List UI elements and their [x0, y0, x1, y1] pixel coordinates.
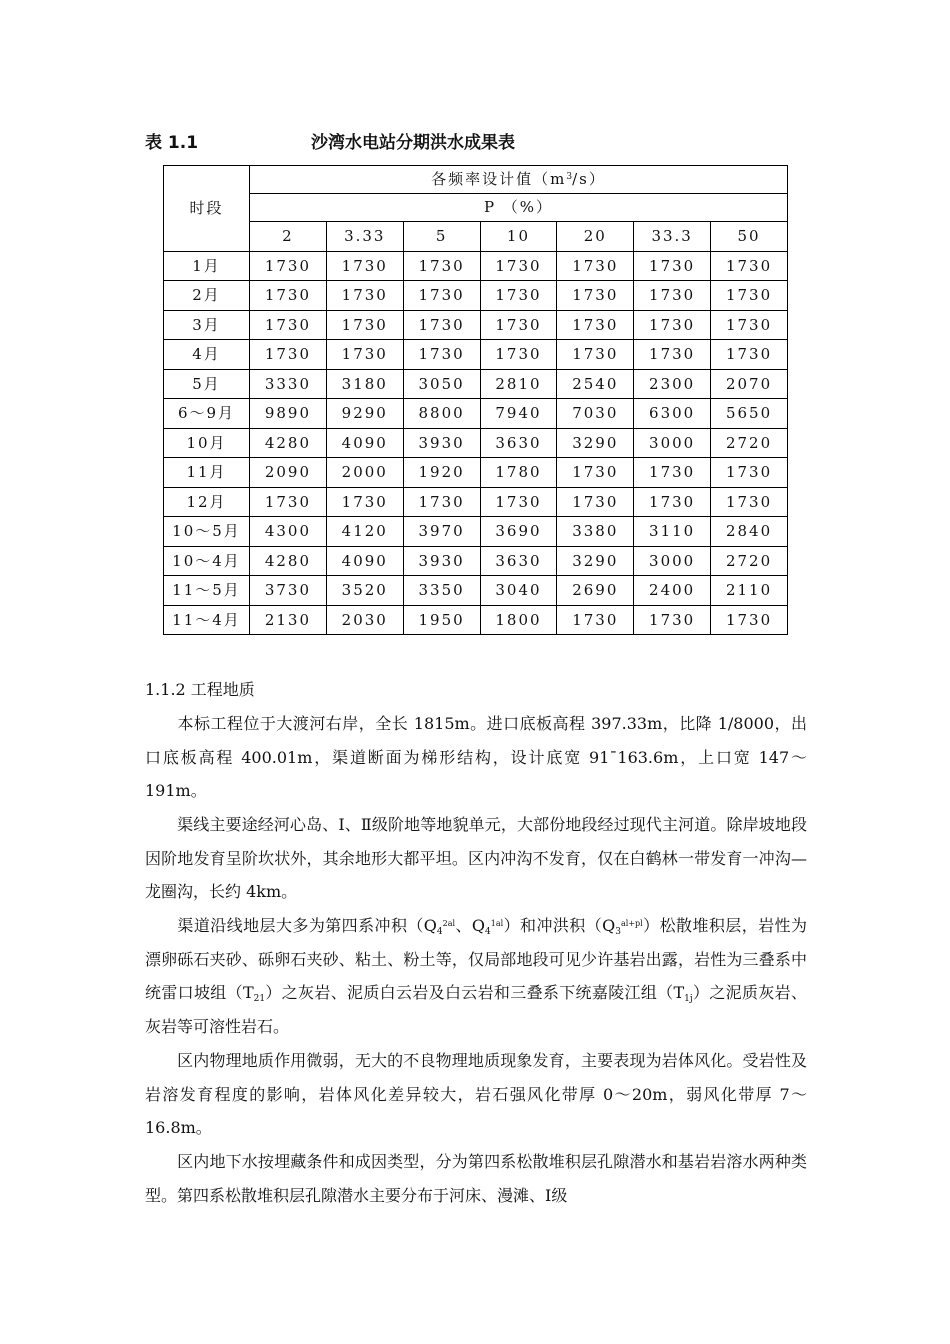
value-cell: 1730 — [711, 605, 788, 635]
value-cell: 1730 — [634, 251, 711, 281]
paragraph-groundwater: 区内地下水按埋藏条件和成因类型，分为第四系松散堆积层孔隙潜水和基岩岩溶水两种类型。第四系松散堆积层孔隙潜水主要分布于河床、漫滩、Ⅰ级 — [145, 1152, 807, 1205]
value-cell: 4300 — [250, 517, 327, 547]
value-cell: 1730 — [634, 340, 711, 370]
value-cell: 1730 — [250, 281, 327, 311]
table-row — [164, 605, 788, 635]
table-caption — [145, 128, 805, 152]
value-cell: 1730 — [711, 458, 788, 488]
table-row — [164, 517, 788, 547]
value-cell: 3290 — [557, 546, 634, 576]
value-cell: 3730 — [250, 576, 327, 606]
value-cell: 4090 — [326, 546, 403, 576]
value-cell: 2110 — [711, 576, 788, 606]
period-cell: 6～9月 — [164, 399, 250, 429]
value-cell: 1730 — [711, 310, 788, 340]
value-cell: 1730 — [557, 605, 634, 635]
value-cell: 1730 — [557, 251, 634, 281]
frequency-cell: 20 — [557, 222, 634, 252]
value-cell: 3630 — [480, 428, 557, 458]
value-cell: 4120 — [326, 517, 403, 547]
value-cell: 1730 — [711, 251, 788, 281]
value-cell: 3050 — [403, 369, 480, 399]
value-cell: 1730 — [403, 310, 480, 340]
value-cell: 1730 — [557, 281, 634, 311]
table-row — [164, 546, 788, 576]
value-cell: 1730 — [326, 487, 403, 517]
table-title: 沙湾水电站分期洪水成果表 — [311, 133, 515, 153]
value-cell: 3040 — [480, 576, 557, 606]
design-value-header: 各频率设计值$(m^3/s)$ — [250, 166, 788, 194]
value-cell: 1730 — [326, 340, 403, 370]
header-row-frequency-values — [164, 222, 788, 252]
value-cell: 2540 — [557, 369, 634, 399]
paragraph-project-location: 本标工程位于大渡河右岸，全长 1815m。进口底板高程 397.33m，比降 1/8000，出口底板高程 400.01m，渠道断面为梯形结构，设计底宽 91¯163.6m，上口宽 147～191m。 — [145, 714, 807, 800]
value-cell: 4090 — [326, 428, 403, 458]
value-cell: 1730 — [557, 458, 634, 488]
value-cell: 1730 — [403, 281, 480, 311]
period-cell: 11～5月 — [164, 576, 250, 606]
table-row — [164, 369, 788, 399]
value-cell: 8800 — [403, 399, 480, 429]
value-cell: 9290 — [326, 399, 403, 429]
value-cell: 1950 — [403, 605, 480, 635]
value-cell: 5650 — [711, 399, 788, 429]
value-cell: 2720 — [711, 428, 788, 458]
value-cell: 2130 — [250, 605, 327, 635]
value-cell: 2840 — [711, 517, 788, 547]
value-cell: 2030 — [326, 605, 403, 635]
value-cell: 1780 — [480, 458, 557, 488]
value-cell: 1730 — [250, 310, 327, 340]
frequency-cell: 50 — [711, 222, 788, 252]
paragraph-weathering: 区内物理地质作用微弱，无大的不良物理地质现象发育，主要表现为岩体风化。受岩性及岩溶发育程度的影响，岩体风化差异较大，岩石强风化带厚 0～20m，弱风化带厚 7～16.8m。 — [145, 1051, 807, 1137]
value-cell: 1730 — [403, 251, 480, 281]
value-cell: 9890 — [250, 399, 327, 429]
table-row — [164, 576, 788, 606]
value-cell: 2000 — [326, 458, 403, 488]
value-cell: 1920 — [403, 458, 480, 488]
value-cell: 1730 — [634, 458, 711, 488]
value-cell: 1730 — [250, 487, 327, 517]
period-cell: 1月 — [164, 251, 250, 281]
value-cell: 1730 — [403, 340, 480, 370]
value-cell: 3930 — [403, 428, 480, 458]
value-cell: 1730 — [480, 281, 557, 311]
period-cell: 10～5月 — [164, 517, 250, 547]
frequency-cell: 10 — [480, 222, 557, 252]
value-cell: 7030 — [557, 399, 634, 429]
value-cell: 3000 — [634, 546, 711, 576]
value-cell: 1730 — [634, 281, 711, 311]
value-cell: 1730 — [634, 310, 711, 340]
table-number: 表 1.1 — [145, 133, 199, 153]
period-cell: 3月 — [164, 310, 250, 340]
value-cell: 2300 — [634, 369, 711, 399]
value-cell: 2810 — [480, 369, 557, 399]
frequency-cell: 5 — [403, 222, 480, 252]
frequency-cell: 33.3 — [634, 222, 711, 252]
value-cell: 1730 — [480, 251, 557, 281]
period-cell: 12月 — [164, 487, 250, 517]
table-row — [164, 399, 788, 429]
value-cell: 3330 — [250, 369, 327, 399]
value-cell: 3630 — [480, 546, 557, 576]
value-cell: 2400 — [634, 576, 711, 606]
value-cell: 1730 — [557, 310, 634, 340]
value-cell: 3520 — [326, 576, 403, 606]
header-row-design-value — [164, 166, 788, 194]
value-cell: 2090 — [250, 458, 327, 488]
value-cell: 2690 — [557, 576, 634, 606]
value-cell: 1730 — [326, 281, 403, 311]
period-header: 时段 — [164, 166, 250, 252]
table-row — [164, 340, 788, 370]
value-cell: 3690 — [480, 517, 557, 547]
period-cell: 2月 — [164, 281, 250, 311]
section-heading: 1.1.2 工程地质 — [145, 680, 255, 699]
frequency-cell: 2 — [250, 222, 327, 252]
table-row — [164, 310, 788, 340]
value-cell: 3000 — [634, 428, 711, 458]
period-cell: 10～4月 — [164, 546, 250, 576]
value-cell: 1800 — [480, 605, 557, 635]
header-row-frequency — [164, 194, 788, 222]
value-cell: 4280 — [250, 546, 327, 576]
value-cell: 3350 — [403, 576, 480, 606]
table-row — [164, 281, 788, 311]
value-cell: 3930 — [403, 546, 480, 576]
value-cell: 1730 — [634, 487, 711, 517]
value-cell: 7940 — [480, 399, 557, 429]
value-cell: 1730 — [557, 487, 634, 517]
value-cell: 3970 — [403, 517, 480, 547]
value-cell: 6300 — [634, 399, 711, 429]
value-cell: 1730 — [480, 487, 557, 517]
value-cell: 3110 — [634, 517, 711, 547]
value-cell: 1730 — [250, 251, 327, 281]
frequency-header: P （%） — [250, 194, 788, 222]
period-cell: 10月 — [164, 428, 250, 458]
period-cell: 5月 — [164, 369, 250, 399]
paragraph-landforms: 渠线主要途经河心岛、Ⅰ、Ⅱ级阶地等地貌单元，大部份地段经过现代主河道。除岸坡地段因阶地发育呈阶坎状外，其余地形大都平坦。区内冲沟不发育，仅在白鹤林一带发育一冲沟—龙圈沟，长约 4km。 — [145, 815, 807, 901]
value-cell: 3380 — [557, 517, 634, 547]
value-cell: 1730 — [711, 487, 788, 517]
value-cell: 4280 — [250, 428, 327, 458]
period-cell: 11月 — [164, 458, 250, 488]
table-row — [164, 487, 788, 517]
table-row — [164, 458, 788, 488]
table-row — [164, 251, 788, 281]
flood-results-table — [163, 165, 788, 635]
value-cell: 1730 — [403, 487, 480, 517]
frequency-cell: 3.33 — [326, 222, 403, 252]
value-cell: 2070 — [711, 369, 788, 399]
value-cell: 3180 — [326, 369, 403, 399]
paragraph-strata: 渠道沿线地层大多为第四系冲积（$Q_4^{2al}$、$Q_4^{1al}$）和冲洪积$(Q_3^{al+pl})$松散堆积层，岩性为漂卵砾石夹砂、砾卵石夹砂、粘土、粉土等，仅局部地段可见少许基岩出露，岩性为三叠系中统雷口坡组$(T_{21})$之灰岩、泥质白云岩及白云岩和三叠系下统嘉陵江组$(T_{1j})$之泥质灰岩、灰岩等可溶性岩石。 — [145, 916, 807, 1036]
value-cell: 1730 — [711, 281, 788, 311]
value-cell: 1730 — [480, 340, 557, 370]
value-cell: 1730 — [250, 340, 327, 370]
table-row — [164, 428, 788, 458]
value-cell: 1730 — [326, 310, 403, 340]
value-cell: 1730 — [557, 340, 634, 370]
value-cell: 1730 — [480, 310, 557, 340]
value-cell: 1730 — [326, 251, 403, 281]
value-cell: 1730 — [711, 340, 788, 370]
value-cell: 3290 — [557, 428, 634, 458]
period-cell: 4月 — [164, 340, 250, 370]
value-cell: 2720 — [711, 546, 788, 576]
value-cell: 1730 — [634, 605, 711, 635]
period-cell: 11～4月 — [164, 605, 250, 635]
